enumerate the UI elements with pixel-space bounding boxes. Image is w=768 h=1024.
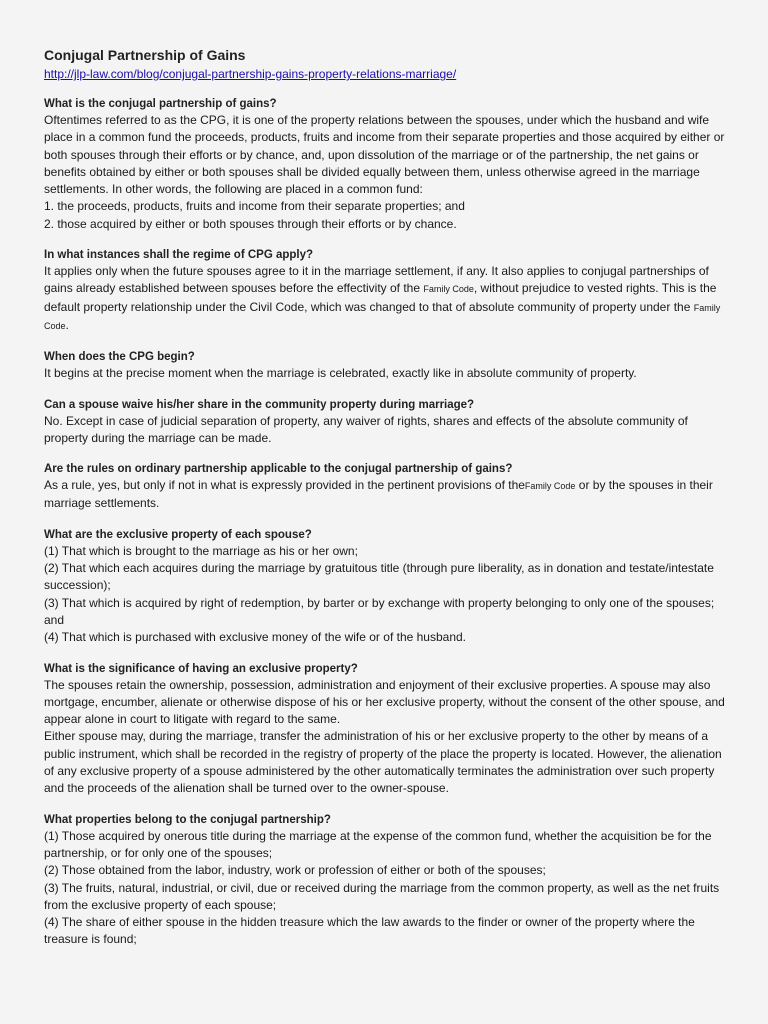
section-conjugal-properties <box>44 812 728 949</box>
text-run: or by the spouses in their marriage settlements. <box>44 478 713 511</box>
section-exclusive-property <box>44 527 728 647</box>
section-ordinary-partnership <box>44 461 728 513</box>
answer-paragraph: The spouses retain the ownership, possession, administration and enjoyment of their exclusive properties. A spouse may also mortgage, encumber, alienate or otherwise dispose of his or her exclusive property, without the consent of the other spouse, and appear alone in court to litigate with regard to the same. <box>44 677 725 727</box>
list-item: 2. those acquired by either or both spouses through their efforts or by chance. <box>44 216 457 231</box>
answer-paragraph: Either spouse may, during the marriage, transfer the administration of his or her exclusive property to the other by means of a public instrument, which shall be recorded in the registry of property of the place the property is located. However, the alienation of any exclusive property of a spouse administered by the other automatically terminates the administration over such property and the proceeds of the alienation shall be turned over to the owner-spouse. <box>44 729 722 796</box>
question-heading: What are the exclusive property of each spouse? <box>44 528 312 541</box>
answer-paragraph: No. Except in case of judicial separation of property, any waiver of rights, shares and effects of the absolute community of property during the marriage can be made. <box>44 413 688 445</box>
list-item: (4) The share of either spouse in the hidden treasure which the law awards to the finder or owner of the property where the treasure is found; <box>44 915 695 947</box>
question-heading: When does the CPG begin? <box>44 351 195 364</box>
text-run: . <box>65 317 69 332</box>
answer-paragraph <box>44 263 728 335</box>
source-link[interactable]: http://jlp-law.com/blog/conjugal-partnership-gains-property-relations-marriage/ <box>44 67 457 81</box>
question-heading: Can a spouse waive his/her share in the community property during marriage? <box>44 398 475 411</box>
text-run: It applies only when the future spouses agree to it in the marriage settlement, if any. It also applies to conjugal partnerships of gains already established between spouses before the effectivity of the <box>44 264 709 296</box>
answer-paragraph <box>44 477 728 513</box>
document-title: Conjugal Partnership of Gains <box>44 47 246 63</box>
section-waive-share <box>44 397 728 448</box>
answer-paragraph: It begins at the precise moment when the marriage is celebrated, exactly like in absolute community of property. <box>44 366 637 381</box>
section-significance <box>44 661 728 798</box>
question-heading: What is the significance of having an exclusive property? <box>44 662 358 675</box>
family-code-ref: Family Code <box>44 302 721 331</box>
family-code-ref: Family Code <box>524 481 576 492</box>
question-heading: What is the conjugal partnership of gains? <box>44 98 277 110</box>
list-item: (1) Those acquired by onerous title during the marriage at the expense of the common fund, whether the acquisition be for the partnership, or for only one of the spouses; <box>44 828 712 860</box>
section-when-apply <box>44 247 728 335</box>
answer-paragraph: Oftentimes referred to as the CPG, it is one of the property relations between the spouses, under which the husband and wife place in a common fund the proceeds, products, fruits and income from their separate properties and those acquired by either or both spouses through their efforts or by chance, and, upon dissolution of the marriage or of the partnership, the net gains or benefits obtained by either or both spouses shall be divided equally between them, unless otherwise agreed in the marriage settlements. In other words, the following are placed in a common fund: <box>44 113 725 197</box>
list-item: (3) That which is acquired by right of redemption, by barter or by exchange with property belonging to only one of the spouses; and <box>44 595 715 627</box>
text-run: , without prejudice to vested rights. This is the default property relationship under the Civil Code, which was changed to that of absolute community of property under the <box>44 281 717 314</box>
list-item: (2) That which each acquires during the marriage by gratuitous title (through pure liberality, as in donation and testate/intestate succession); <box>44 561 714 593</box>
question-heading: In what instances shall the regime of CPG apply? <box>44 249 314 262</box>
list-item: 1. the proceeds, products, fruits and income from their separate properties; and <box>44 199 465 214</box>
family-code-ref: Family Code <box>423 284 474 295</box>
list-item: (4) That which is purchased with exclusive money of the wife or of the husband. <box>44 630 466 645</box>
list-item: (1) That which is brought to the marriage as his or her own; <box>44 543 358 558</box>
section-cpg-begin <box>44 349 728 382</box>
question-heading: Are the rules on ordinary partnership applicable to the conjugal partnership of gains? <box>44 463 513 476</box>
question-heading: What properties belong to the conjugal partnership? <box>44 813 331 826</box>
text-run: As a rule, yes, but only if not in what is expressly provided in the pertinent provisions of the <box>44 478 525 493</box>
list-item: (2) Those obtained from the labor, industry, work or profession of either or both of the spouses; <box>44 863 546 878</box>
section-what-is-cpg <box>44 96 728 233</box>
list-item: (3) The fruits, natural, industrial, or civil, due or received during the marriage from the common property, as well as the net fruits from the exclusive property of each spouse; <box>44 880 720 912</box>
